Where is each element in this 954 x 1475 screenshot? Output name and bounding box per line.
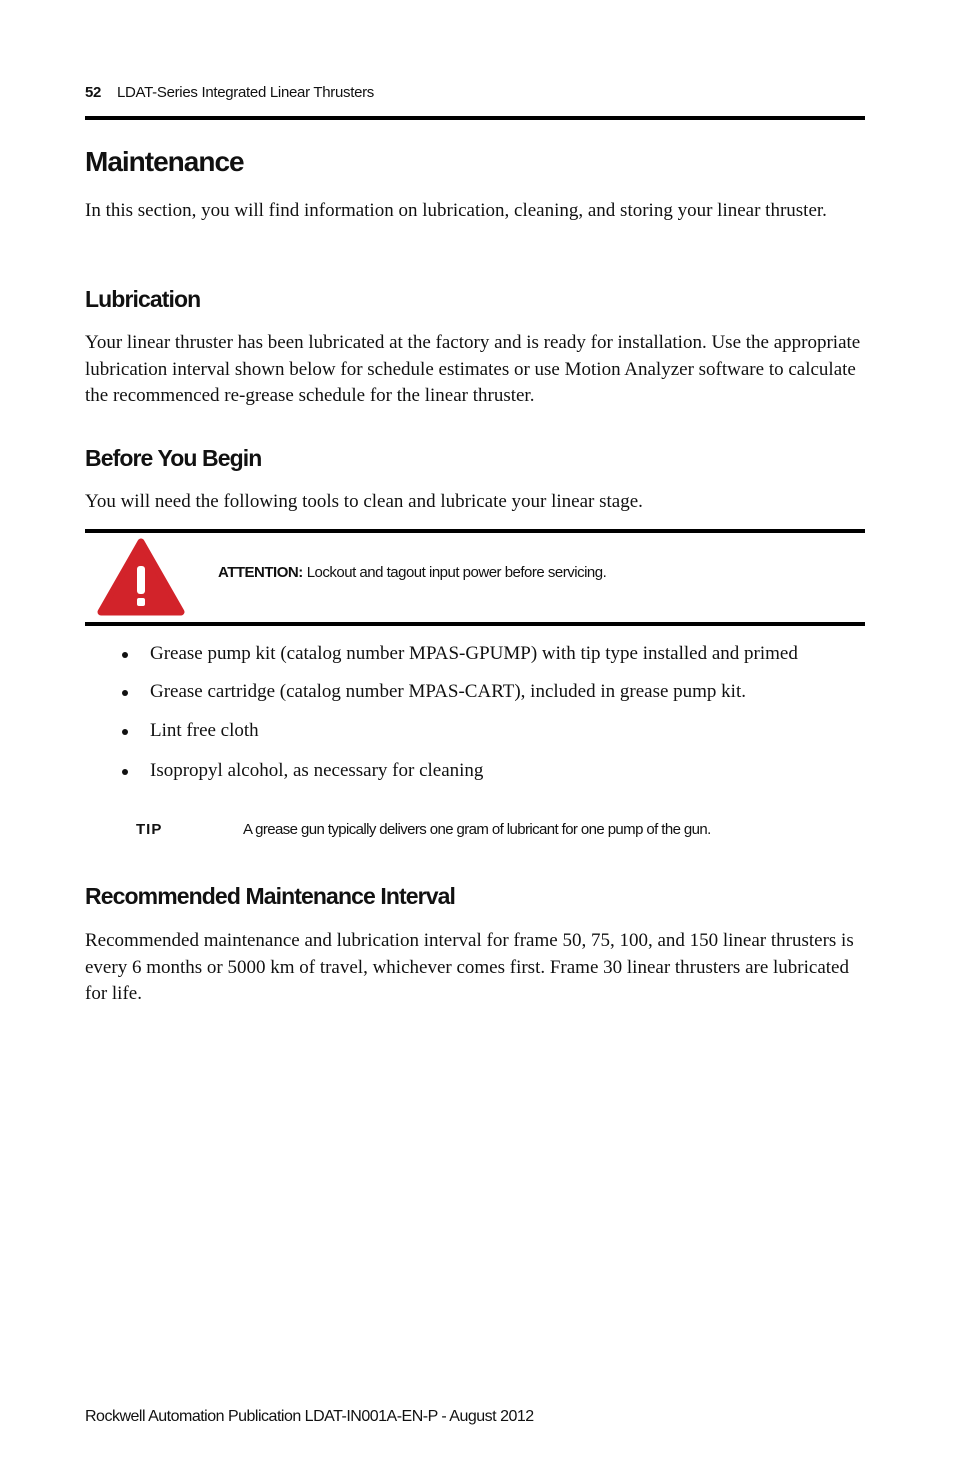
attention-message <box>218 564 606 581</box>
list-item-text: Isopropyl alcohol, as necessary for cleaning <box>150 760 484 781</box>
interval-text: Recommended maintenance and lubrication interval for frame 50, 75, 100, and 150 linear thrusters is every 6 months or 5000 km of travel, whichever comes first. Frame 30 linear thrusters are lubricated for life. <box>85 930 854 1004</box>
section-heading-maintenance: Maintenance <box>85 146 244 177</box>
tip-label: TIP <box>136 821 163 838</box>
list-item-text: Grease pump kit (catalog number MPAS-GPUMP) with tip type installed and primed <box>150 643 798 664</box>
subheading-before-you-begin: Before You Begin <box>85 445 262 471</box>
before-you-begin-text: You will need the following tools to clean and lubricate your linear stage. <box>85 491 643 512</box>
page-footer: Rockwell Automation Publication LDAT-IN001A-EN-P - August 2012 <box>85 1408 534 1425</box>
subheading-recommended-interval: Recommended Maintenance Interval <box>85 883 455 909</box>
attention-text: Lockout and tagout input power before servicing. <box>306 564 607 581</box>
attention-rule-top <box>85 529 865 533</box>
running-header-title: LDAT-Series Integrated Linear Thrusters <box>116 84 375 101</box>
list-item-text: Lint free cloth <box>150 720 259 741</box>
lubrication-text: Your linear thruster has been lubricated at the factory and is ready for installation. Use the appropriate lubrication interval shown below for schedule estimates or use Motion Analyzer software to calculate the recommenced re-grease schedule for the linear thruster. <box>85 332 861 406</box>
subheading-lubrication: Lubrication <box>85 286 201 312</box>
bullet-icon <box>122 729 128 735</box>
header-rule <box>85 116 865 120</box>
warning-triangle-icon <box>97 538 185 616</box>
attention-rule-bottom <box>85 622 865 626</box>
page-number: 52 <box>85 84 102 101</box>
tip-text: A grease gun typically delivers one gram of lubricant for one pump of the gun. <box>243 821 711 838</box>
maintenance-intro: In this section, you will find information on lubrication, cleaning, and storing your linear thruster. <box>85 200 827 221</box>
bullet-icon <box>122 690 128 696</box>
attention-label: ATTENTION: <box>218 564 303 581</box>
bullet-icon <box>122 652 128 658</box>
bullet-icon <box>122 769 128 775</box>
list-item-text: Grease cartridge (catalog number MPAS-CART), included in grease pump kit. <box>150 681 746 702</box>
running-header <box>85 84 865 106</box>
